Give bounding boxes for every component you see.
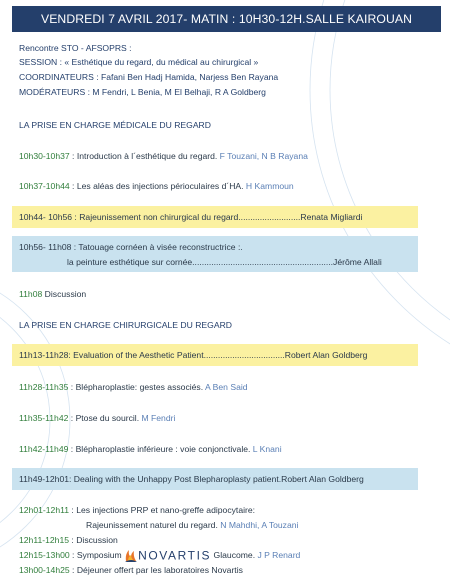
item-time: 11h35-11h42 xyxy=(19,413,69,423)
item-time: 11h28-11h35 xyxy=(19,382,69,392)
item-sep: : xyxy=(68,382,76,392)
item-sep: : xyxy=(68,444,76,454)
item-title: Les aléas des injections périoculaires d´HA. xyxy=(76,181,244,191)
program-item xyxy=(19,547,300,563)
item-title: Discussion xyxy=(42,289,87,299)
item-speaker: M Fendri xyxy=(139,413,176,423)
item-title: Blépharoplastie: gestes associés. xyxy=(75,382,204,392)
program-item xyxy=(19,565,243,575)
item-time: 12h01-12h11 xyxy=(19,505,70,515)
program-item-line2 xyxy=(67,257,382,267)
item-title: Rajeunissement non chirurgical du regard.......................... xyxy=(79,212,301,222)
item-speaker: Renata Migliardi xyxy=(300,212,363,222)
item-sep: : xyxy=(69,535,77,545)
item-speaker: Robert Alan Goldberg xyxy=(284,350,368,360)
item-time: 10h30-10h37 xyxy=(19,151,70,161)
item-sep: : xyxy=(69,505,77,515)
program-item xyxy=(19,242,243,252)
coordinators-text: : Fafani Ben Hadj Hamida, Narjess Ben Rayana xyxy=(93,72,279,82)
session-label: SESSION xyxy=(19,57,58,67)
item-title-2: la peinture esthétique sur cornée........................................................... xyxy=(67,257,334,267)
item-time: 10h44- 10h56 xyxy=(19,212,73,222)
item-sep: : xyxy=(69,181,77,191)
program-item xyxy=(19,151,308,161)
item-time: 12h11-12h15 xyxy=(19,535,70,545)
program-item xyxy=(19,212,362,222)
item-title: Introduction à l´esthétique du regard. xyxy=(76,151,218,161)
program-item xyxy=(19,413,175,423)
item-sep: : xyxy=(69,550,77,560)
session-header: VENDREDI 7 AVRIL 2017- MATIN : 10H30-12H.SALLE KAIROUAN xyxy=(12,6,441,32)
program-item xyxy=(19,382,248,392)
item-speaker: N Mahdhi, A Touzani xyxy=(217,520,299,530)
item-sep: : xyxy=(71,242,79,252)
program-item xyxy=(19,444,282,454)
item-title: Symposium xyxy=(76,550,122,560)
intro-coordinators xyxy=(19,72,278,82)
item-time: 10h37-10h44 xyxy=(19,181,70,191)
item-sep: : xyxy=(69,151,77,161)
program-item xyxy=(19,350,367,360)
item-speaker: L Knani xyxy=(250,444,282,454)
item-speaker: A Ben Said xyxy=(203,382,248,392)
item-time: 11h13-11h28 xyxy=(19,350,69,360)
item-sep: : xyxy=(69,565,77,575)
section-medical-title: LA PRISE EN CHARGE MÉDICALE DU REGARD xyxy=(19,120,211,130)
moderators-text: : M Fendri, L Benia, M El Belhaji, R A Goldberg xyxy=(85,87,266,97)
item-title-2: Rajeunissement naturel du regard. xyxy=(86,520,218,530)
item-time: 10h56- 11h08 xyxy=(19,242,72,252)
coordinators-label: COORDINATEURS xyxy=(19,72,94,82)
program-item xyxy=(19,535,118,545)
novartis-flame-logo-icon xyxy=(124,548,138,563)
moderators-label: MODÉRATEURS xyxy=(19,87,86,97)
program-item xyxy=(19,289,86,299)
item-speaker: Jérôme Allali xyxy=(333,257,382,267)
item-time: 11h08 xyxy=(19,289,43,299)
item-title: Les injections PRP et nano-greffe adipocytaire: xyxy=(76,505,256,515)
item-sep: : xyxy=(72,212,80,222)
item-speaker: Robert Alan Goldberg xyxy=(281,474,364,484)
item-title: Blépharoplastie inférieure : voie conjonctivale. xyxy=(75,444,251,454)
item-title: Déjeuner offert par les laboratoires Novartis xyxy=(76,565,243,575)
item-time: 12h15-13h00 xyxy=(19,550,70,560)
item-time: 13h00-14h25 xyxy=(19,565,70,575)
item-sep: : xyxy=(68,413,76,423)
item-time: 11h42-11h49 xyxy=(19,444,69,454)
intro-meeting: Rencontre STO - AFSOPRS : xyxy=(19,43,132,53)
item-title: Tatouage cornéen à visée reconstructrice :. xyxy=(78,242,243,252)
item-title: : Dealing with the Unhappy Post Blepharoplasty patient. xyxy=(69,474,282,484)
item-speaker: F Touzani, N B Rayana xyxy=(217,151,308,161)
program-item-line2 xyxy=(86,520,298,530)
intro-session xyxy=(19,57,258,67)
item-title-2: Glaucome. xyxy=(211,550,256,560)
program-item xyxy=(19,474,364,484)
item-speaker: H Kammoun xyxy=(243,181,294,191)
item-title: : Evaluation of the Aesthetic Patient.................................. xyxy=(68,350,285,360)
program-item xyxy=(19,505,255,515)
item-title: Discussion xyxy=(76,535,118,545)
item-title: Ptose du sourcil. xyxy=(75,413,140,423)
item-speaker: J P Renard xyxy=(255,550,301,560)
session-text: : « Esthétique du regard, du médical au chirurgical » xyxy=(57,57,259,67)
section-surgical-title: LA PRISE EN CHARGE CHIRURGICALE DU REGARD xyxy=(19,320,232,330)
intro-moderators xyxy=(19,87,266,97)
novartis-brand: NOVARTIS xyxy=(138,548,212,563)
program-item xyxy=(19,181,294,191)
item-time: 11h49-12h01 xyxy=(19,474,70,484)
